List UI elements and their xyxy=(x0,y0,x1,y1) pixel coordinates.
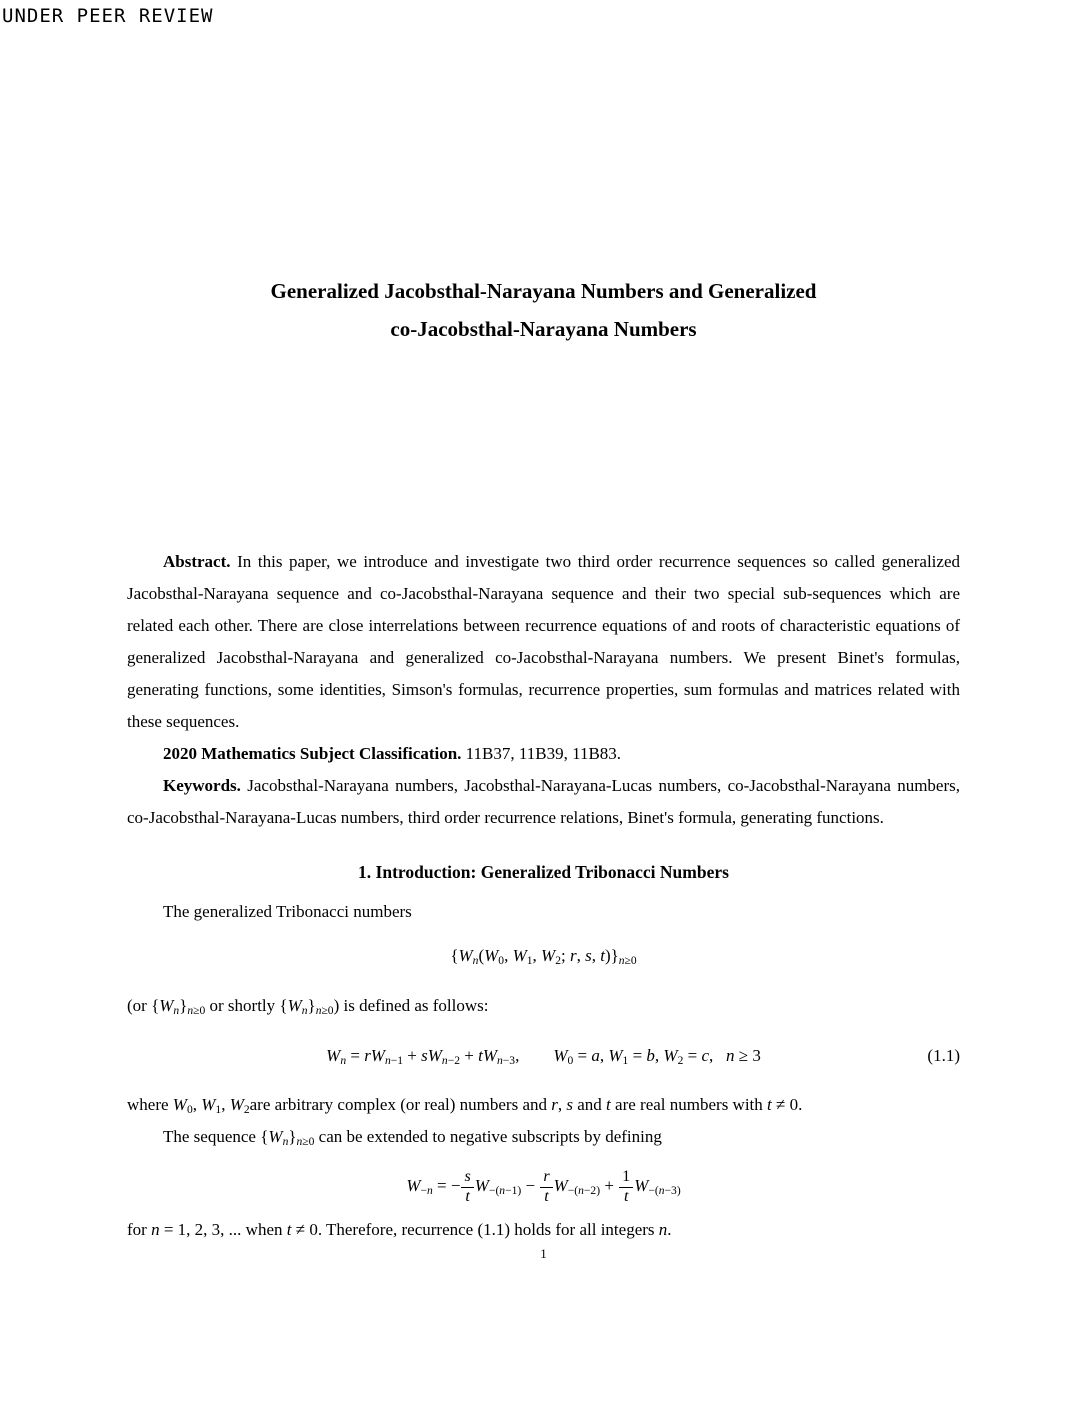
paper-page xyxy=(127,0,960,1264)
msc-line xyxy=(127,738,960,770)
equation-1-1 xyxy=(127,1039,960,1073)
msc-label: 2020 Mathematics Subject Classification. xyxy=(163,744,462,763)
where-paragraph: where $W_0$, $W_1$, $W_2are$ arbitrary complex (or real) numbers and r, s and t are real numbers with t ≠ 0. xyxy=(127,1095,803,1116)
keywords-paragraph xyxy=(127,770,960,834)
paper-title xyxy=(127,272,960,348)
keywords-text: Jacobsthal-Narayana numbers, Jacobsthal-Narayana-Lucas numbers, co-Jacobsthal-Narayana numbers, co-Jacobsthal-Narayana-Lucas numbers, third order recurrence relations, Binet's formula, generating functions. xyxy=(127,776,960,827)
page-number: 1 xyxy=(540,1246,547,1261)
msc-codes: 11B37, 11B39, 11B83. xyxy=(465,744,622,763)
intro-paragraph: The generalized Tribonacci numbers xyxy=(163,902,412,921)
section-heading-introduction: 1. Introduction: Generalized Tribonacci Numbers xyxy=(358,862,729,882)
holds-paragraph: for n = 1, 2, 3, ... when t ≠ 0. Therefore, recurrence (1.1) holds for all integers n. xyxy=(127,1220,672,1239)
display-math-sequence-definition: {$W_n(W_0$, $W_1$, $W_2$; r, s, $t)\}_{n\ge 0}$ xyxy=(450,946,637,967)
paper-title-line2: co-Jacobsthal-Narayana Numbers xyxy=(390,317,697,341)
display-math-negative-recurrence: $W_{-n}$ = − $\frac{s}{t}$ $W_{-(n-1)}$ − $\frac{r}{t}$ $W_{-(n-2)}$ + $\frac{1}{t}$ $W_{-(n-3)}$ xyxy=(406,1168,681,1205)
equation-1-1-number: (1.1) xyxy=(927,1046,960,1065)
defined-as-paragraph: (or $\{W_n\}_{n\ge 0}$ or shortly $\{W_n\}_{n\ge 0}$) is defined as follows: xyxy=(127,996,489,1017)
abstract-text: In this paper, we introduce and investigate two third order recurrence sequences so called generalized Jacobsthal-Narayana sequence and co-Jacobsthal-Narayana sequence and their two special sub-sequences which are related each other. There are close interrelations between recurrence equations of and roots of characteristic equations of generalized Jacobsthal-Narayana and generalized co-Jacobsthal-Narayana numbers. We present Binet's formulas, generating functions, some identities, Simson's formulas, recurrence properties, sum formulas and matrices related with these sequences. xyxy=(127,552,960,731)
paper-title-line1: Generalized Jacobsthal-Narayana Numbers and Generalized xyxy=(270,279,817,303)
equation-1-1-body: $W_n = rW_{n-1} + sW_{n-2} + tW_{n-3}$, $W_0 = a$, $W_1 = b$, $W_2 = c$, n ≥ 3 xyxy=(326,1046,761,1067)
abstract-paragraph xyxy=(127,546,960,738)
peer-review-watermark: UNDER PEER REVIEW xyxy=(2,5,214,27)
negative-subscripts-paragraph: The sequence $\{W_n\}_{n\ge 0}$ can be extended to negative subscripts by defining xyxy=(163,1127,662,1148)
abstract-label: Abstract. xyxy=(163,552,231,571)
keywords-label: Keywords. xyxy=(163,776,241,795)
